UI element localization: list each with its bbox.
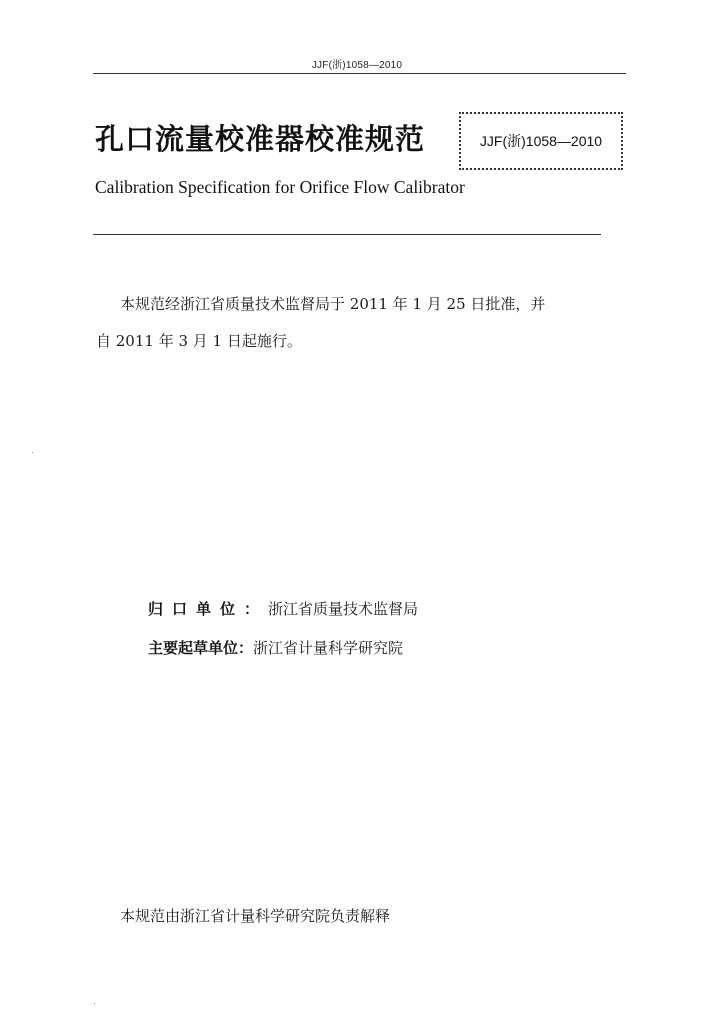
scan-speck bbox=[32, 452, 33, 453]
drafting-unit-value: 浙江省计量科学研究院 bbox=[253, 639, 404, 657]
scan-speck bbox=[94, 1003, 95, 1004]
standard-code-box bbox=[459, 112, 623, 170]
drafting-unit-label: 主要起草单位： bbox=[148, 639, 254, 657]
interpretation-note: 本规范由浙江省计量科学研究院负责解释 bbox=[120, 907, 391, 925]
document-title-english: Calibration Specification for Orifice Flow Calibrator bbox=[95, 177, 465, 197]
title-divider bbox=[93, 234, 601, 235]
drafting-unit-row bbox=[148, 637, 403, 658]
responsible-unit-row bbox=[148, 598, 418, 619]
responsible-unit-value: 浙江省质量技术监督局 bbox=[268, 600, 419, 618]
standard-code-text: JJF(浙)1058—2010 bbox=[479, 133, 603, 149]
header-standard-code: JJF(浙)1058—2010 bbox=[311, 60, 403, 71]
responsible-unit-label: 归口单位： bbox=[148, 600, 269, 618]
header-divider bbox=[93, 73, 626, 74]
document-title-chinese: 孔口流量校准器校准规范 bbox=[95, 122, 426, 156]
approval-text-line-2: 自 2011 年 3 月 1 日起施行。 bbox=[96, 332, 302, 350]
approval-text-line-1: 本规范经浙江省质量技术监督局于 2011 年 1 月 25 日批准，并 bbox=[120, 295, 546, 313]
